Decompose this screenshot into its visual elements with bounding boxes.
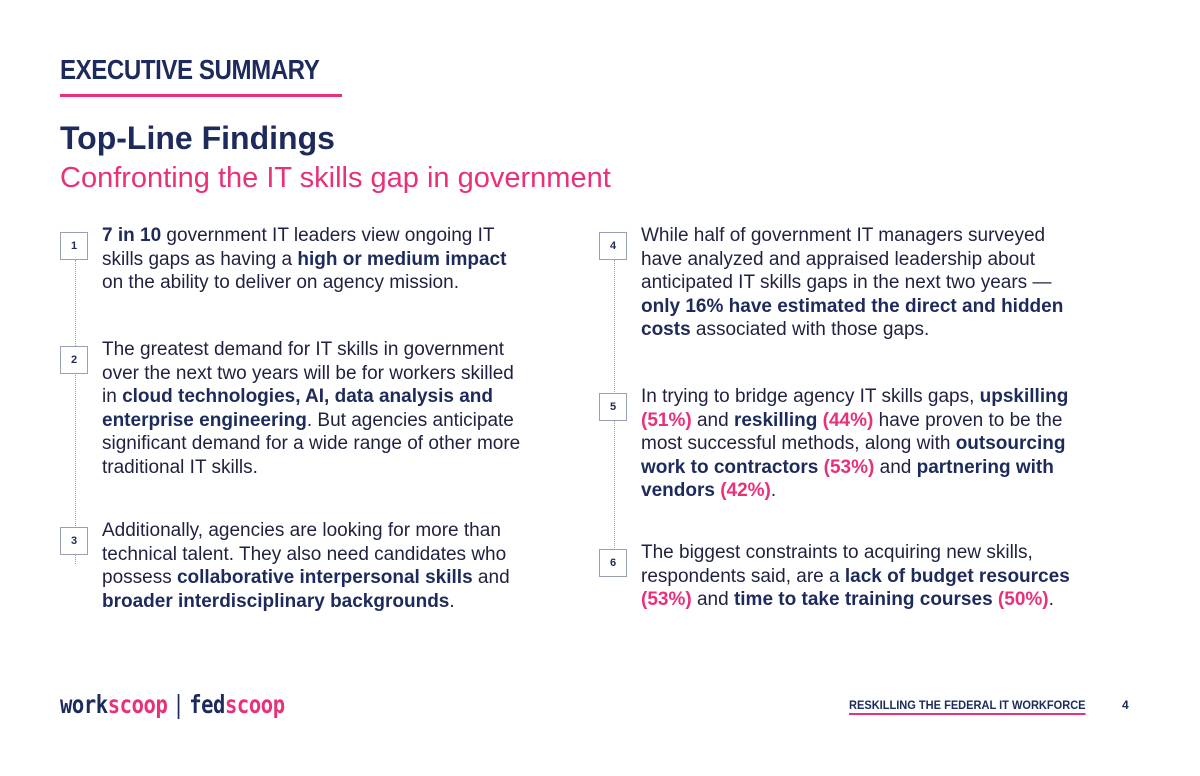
finding-highlight: outsourcing work to contractors [641, 433, 1066, 478]
finding-number-badge: 5 [599, 393, 627, 421]
finding-percent: (44%) [817, 409, 874, 431]
finding-text-segment: . But agencies anticipate significant demand for a wide range of other more traditional IT skills. [102, 409, 521, 478]
finding-text [641, 224, 1071, 342]
finding-percent: (50%) [992, 589, 1049, 610]
finding-text-segment: . [449, 590, 455, 612]
logo-fed: fed [189, 690, 225, 719]
finding-number-badge: 6 [599, 549, 627, 577]
finding-highlight: only 16% have estimated the direct and hidden costs [641, 295, 1064, 340]
finding-text-segment: government IT leaders view ongoing IT skills gaps as having a [102, 225, 495, 270]
finding-text-segment: and [874, 456, 917, 478]
finding-highlight: lack of budget resources [844, 565, 1070, 587]
finding-highlight: 7 in 10 [102, 225, 162, 246]
finding-number-badge: 4 [599, 232, 627, 260]
timeline-connector [75, 260, 76, 564]
logo-separator: | [172, 690, 185, 719]
finding-text-segment: and [472, 567, 510, 588]
finding-text [102, 224, 532, 295]
finding-text-segment: In trying to bridge agency IT skills gaps, [641, 386, 980, 407]
finding-text [102, 338, 532, 479]
finding-highlight: collaborative interpersonal skills [176, 567, 473, 588]
finding-text-segment: The greatest demand for IT skills in government over the next two years will be for workers skilled in [102, 339, 514, 407]
finding-text [102, 519, 532, 613]
page-subtitle: Confronting the IT skills gap in government [60, 162, 611, 194]
finding-text-segment: The biggest constraints to acquiring new skills, respondents said, are a [641, 542, 1033, 587]
finding-text-segment: Additionally, agencies are looking for more than technical talent. They also need candidates who possess [102, 520, 507, 588]
finding-text-segment: While half of government IT managers surveyed have analyzed and appraised leadership about anticipated IT skills gaps in the next two years — [641, 225, 1052, 293]
finding-percent: (51%) [641, 409, 692, 431]
finding-highlight: partnering with vendors [641, 456, 1054, 501]
finding-percent: (53%) [641, 589, 692, 610]
finding-text-segment: associated with those gaps. [690, 319, 930, 340]
workscoop-fedscoop-logo [60, 690, 285, 719]
finding-number-badge: 2 [60, 346, 88, 374]
finding-text-segment: . [770, 480, 777, 501]
finding-number-badge: 1 [60, 232, 88, 260]
finding-highlight: reskilling [733, 409, 818, 431]
finding-text-segment: have proven to be the most successful methods, along with [641, 409, 1063, 454]
finding-number-badge: 3 [60, 527, 88, 555]
report-title: RESKILLING THE FEDERAL IT WORKFORCE [849, 698, 1086, 712]
page-number: 4 [1122, 698, 1129, 712]
logo-work: work [60, 690, 108, 719]
finding-highlight: high or medium impact [297, 248, 507, 270]
finding-percent: (42%) [714, 480, 771, 501]
finding-text-segment: on the ability to deliver on agency mission. [102, 272, 459, 293]
logo-scoop: scoop [107, 690, 168, 719]
section-label: EXECUTIVE SUMMARY [60, 54, 320, 85]
finding-text-segment: . [1048, 589, 1054, 610]
finding-highlight: cloud technologies, AI, data analysis and enterprise engineering [102, 386, 494, 431]
finding-text [641, 385, 1071, 503]
finding-highlight: broader interdisciplinary backgrounds [102, 590, 450, 612]
section-underline [60, 94, 342, 97]
finding-highlight: time to take training courses [733, 589, 993, 610]
finding-text [641, 541, 1071, 612]
page-title: Top-Line Findings [60, 120, 335, 156]
finding-text-segment: and [691, 589, 734, 610]
finding-highlight: upskilling [979, 386, 1069, 407]
logo-scoop: scoop [224, 690, 285, 719]
finding-text-segment: and [691, 409, 734, 431]
finding-percent: (53%) [818, 456, 875, 478]
